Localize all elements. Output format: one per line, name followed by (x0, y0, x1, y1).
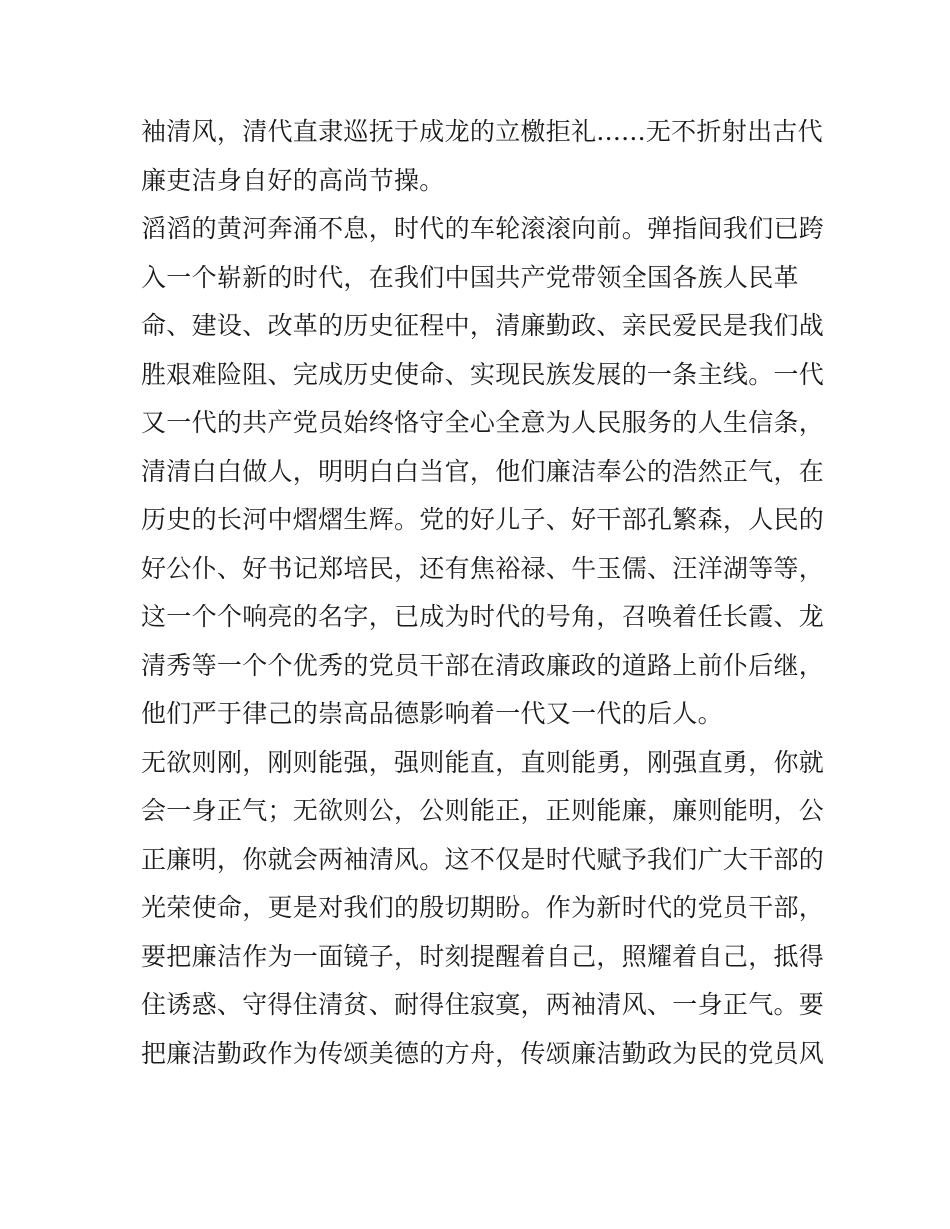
text-line: 清秀等一个个优秀的党员干部在清政廉政的道路上前仆后继， (141, 650, 825, 680)
text-line: 正廉明，你就会两袖清风。这不仅是时代赋予我们广大干部的 (141, 844, 825, 874)
text-line: 袖清风，清代直隶巡抚于成龙的立檄拒礼......无不折射出古代 (141, 117, 823, 146)
text-line: 命、建设、改革的历史征程中，清廉勤政、亲民爱民是我们战 (141, 311, 825, 340)
text-line: 历史的长河中熠熠生辉。党的好儿子、好干部孔繁森，人民的 (141, 505, 825, 534)
text-line: 胜艰难险阻、完成历史使命、实现民族发展的一条主线。一代 (141, 359, 825, 389)
text-line: 清清白白做人，明明白白当官，他们廉洁奉公的浩然正气，在 (141, 456, 825, 486)
text-line: 又一代的共产党员始终恪守全心全意为人民服务的人生信条， (141, 408, 825, 437)
text-line: 滔滔的黄河奔涌不息，时代的车轮滚滚向前。弹指间我们已跨 (141, 214, 825, 243)
text-line: 好公仆、好书记郑培民，还有焦裕禄、牛玉儒、汪洋湖等等， (141, 553, 825, 583)
text-line: 住诱惑、守得住清贫、耐得住寂寞，两袖清风、一身正气。要 (141, 990, 825, 1019)
text-line: 他们严于律己的崇高品德影响着一代又一代的后人。 (141, 699, 723, 728)
text-line: 这一个个响亮的名字，已成为时代的号角，召唤着任长霞、龙 (141, 602, 825, 631)
text-line: 入一个崭新的时代，在我们中国共产党带领全国各族人民革 (141, 262, 799, 292)
text-line: 要把廉洁作为一面镜子，时刻提醒着自己，照耀着自己，抵得 (141, 941, 825, 971)
text-line: 把廉洁勤政作为传颂美德的方舟，传颂廉洁勤政为民的党员风 (141, 1038, 825, 1068)
text-line: 无欲则刚，刚则能强，强则能直，直则能勇，刚强直勇，你就 (141, 747, 825, 777)
text-line: 会一身正气；无欲则公，公则能正，正则能廉，廉则能明，公 (141, 796, 825, 825)
text-line: 光荣使命，更是对我们的殷切期盼。作为新时代的党员干部， (141, 893, 825, 922)
body-text (141, 108, 825, 1078)
text-line: 廉吏洁身自好的高尚节操。 (141, 165, 445, 195)
